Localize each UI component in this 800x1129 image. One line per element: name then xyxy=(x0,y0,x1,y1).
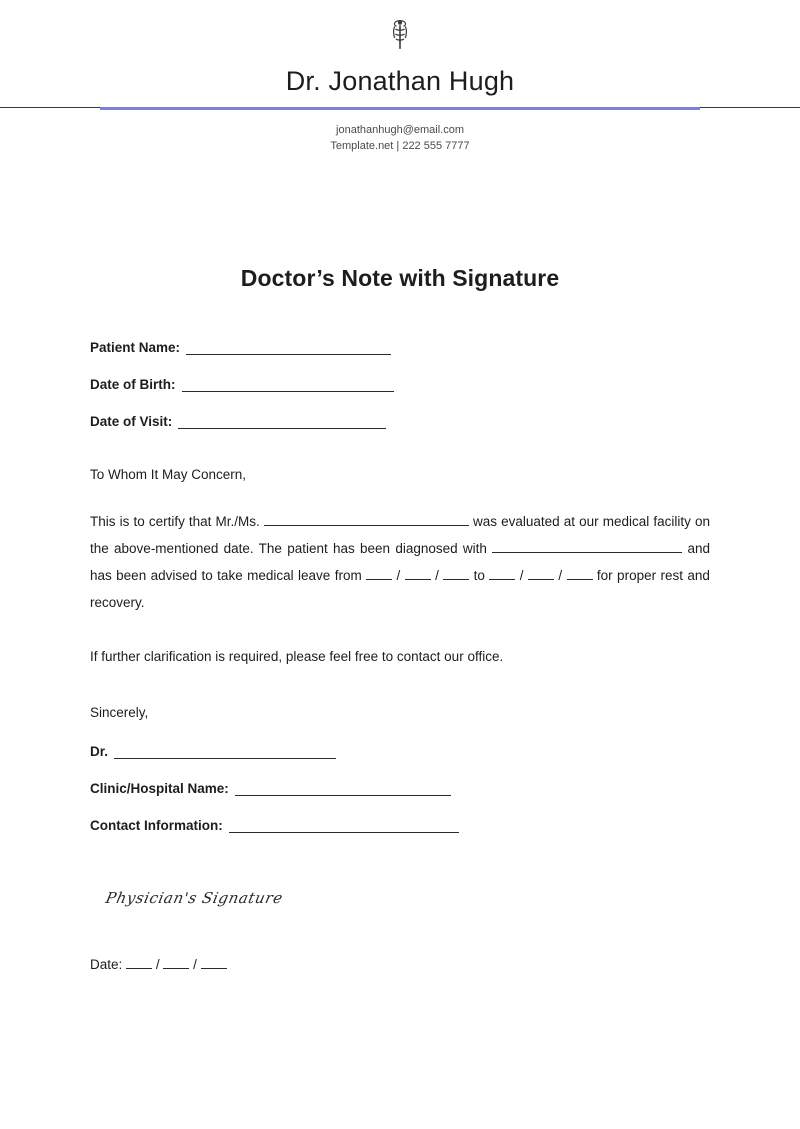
date-label: Date: xyxy=(90,956,123,972)
field-label-date-of-visit: Date of Visit: xyxy=(90,413,173,429)
certification-paragraph xyxy=(90,508,710,616)
blank-to-year[interactable] xyxy=(567,579,593,580)
slash-to-1: / xyxy=(519,567,524,583)
field-label-date-of-birth: Date of Birth: xyxy=(90,376,176,392)
document-body xyxy=(0,265,800,972)
date-slash-1: / xyxy=(155,956,160,972)
contact-info xyxy=(0,123,800,155)
slash-from-1: / xyxy=(396,567,401,583)
certification-text-part-2: was evaluated at our medical facility on the above-mentioned date. The patient has been diagnosed with xyxy=(90,513,710,556)
field-label-doctor: Dr. xyxy=(90,743,109,759)
signature-date-row xyxy=(90,957,710,972)
certification-text-part-9: for proper rest and recovery. xyxy=(90,567,710,610)
field-label-contact-information: Contact Information: xyxy=(90,817,223,833)
closing-note: If further clarification is required, please feel free to contact our office. xyxy=(90,648,504,664)
patient-fields xyxy=(90,340,710,429)
salutation: To Whom It May Concern, xyxy=(90,466,247,482)
sincerely-line: Sincerely, xyxy=(90,704,149,720)
field-label-clinic-name: Clinic/Hospital Name: xyxy=(90,780,229,796)
field-patient-name xyxy=(90,340,710,355)
blank-from-month[interactable] xyxy=(405,579,431,580)
field-label-patient-name: Patient Name: xyxy=(90,339,181,355)
letterhead xyxy=(0,0,800,155)
header-divider xyxy=(0,107,800,111)
blank-sign-day[interactable] xyxy=(126,968,152,969)
caduceus-icon xyxy=(387,18,413,52)
blank-sign-year[interactable] xyxy=(201,968,227,969)
blank-sign-month[interactable] xyxy=(163,968,189,969)
field-input-patient-name[interactable] xyxy=(186,341,391,355)
field-date-of-birth xyxy=(90,377,710,392)
certification-text-part-1: This is to certify that Mr./Ms. xyxy=(90,513,260,529)
blank-to-month[interactable] xyxy=(528,579,554,580)
field-input-date-of-birth[interactable] xyxy=(182,378,394,392)
blank-diagnosis[interactable] xyxy=(492,552,682,553)
blank-from-day[interactable] xyxy=(366,579,392,580)
certification-text-to: to xyxy=(473,567,485,583)
certification-text-part-3: and has been advised to take medical leave from xyxy=(90,540,710,583)
field-input-contact-information[interactable] xyxy=(229,819,459,833)
page-title: Doctor’s Note with Signature xyxy=(240,264,560,291)
field-doctor xyxy=(90,744,710,759)
field-date-of-visit xyxy=(90,414,710,429)
header-rule-accent xyxy=(100,107,700,110)
slash-to-2: / xyxy=(558,567,563,583)
doctor-name: Dr. Jonathan Hugh xyxy=(285,66,515,96)
field-input-date-of-visit[interactable] xyxy=(178,415,386,429)
signoff-fields xyxy=(90,744,710,833)
field-clinic-name xyxy=(90,781,710,796)
slash-from-2: / xyxy=(435,567,439,583)
field-contact-information xyxy=(90,818,710,833)
field-input-clinic-name[interactable] xyxy=(235,782,451,796)
physician-signature: Physician's Signature xyxy=(104,888,285,907)
field-input-doctor[interactable] xyxy=(114,745,336,759)
blank-to-day[interactable] xyxy=(489,579,515,580)
blank-patient-name[interactable] xyxy=(264,525,469,526)
contact-email: jonathanhugh@email.com xyxy=(336,124,464,136)
date-slash-2: / xyxy=(193,956,197,972)
blank-from-year[interactable] xyxy=(443,579,469,580)
contact-site-phone: Template.net | 222 555 7777 xyxy=(330,139,470,152)
